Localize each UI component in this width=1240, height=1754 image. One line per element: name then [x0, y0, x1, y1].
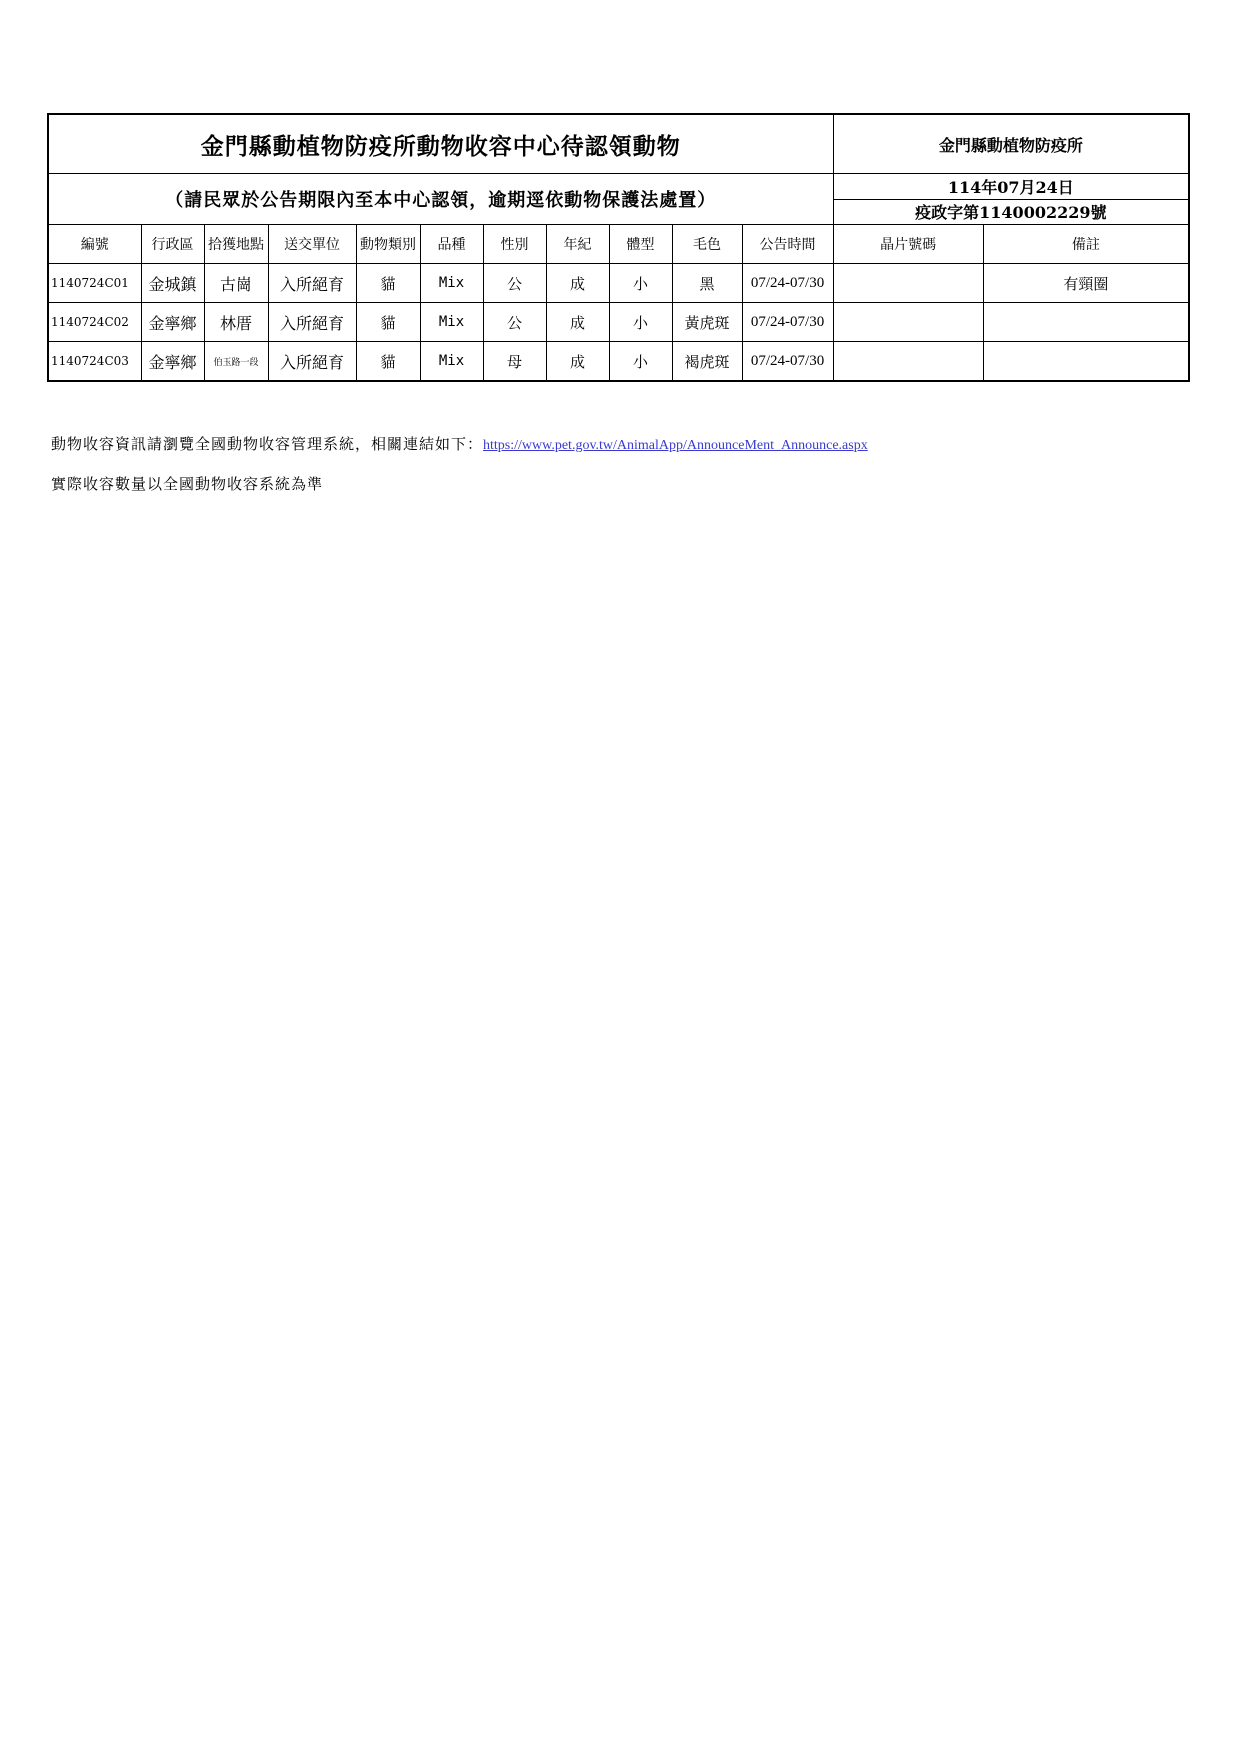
- footer-info-line: [51, 433, 868, 454]
- notice-date: 114年07月24日: [833, 174, 1189, 200]
- table-header-row: [48, 225, 1189, 264]
- column-header: 送交單位: [268, 225, 356, 264]
- table-row: [48, 303, 1189, 342]
- district: 金城鎮: [141, 264, 204, 303]
- found-place: 古崗: [204, 264, 268, 303]
- sex: 母: [483, 342, 546, 382]
- column-header: 品種: [420, 225, 483, 264]
- delivery-unit: 入所絕育: [268, 303, 356, 342]
- column-header: 動物類別: [356, 225, 420, 264]
- footer-info-text: 動物收容資訊請瀏覽全國動物收容管理系統，相關連結如下：: [51, 435, 484, 453]
- agency-name: 金門縣動植物防疫所: [833, 114, 1189, 174]
- coat-color: 黃虎斑: [672, 303, 742, 342]
- remark: [983, 303, 1189, 342]
- age: 成: [546, 264, 609, 303]
- chip-number: [833, 303, 983, 342]
- notice-subtitle: （請民眾於公告期限內至本中心認領，逾期逕依動物保護法處置）: [48, 174, 833, 225]
- page-title: 金門縣動植物防疫所動物收容中心待認領動物: [48, 114, 833, 174]
- column-header: 性別: [483, 225, 546, 264]
- column-header: 年紀: [546, 225, 609, 264]
- age: 成: [546, 342, 609, 382]
- coat-color: 褐虎斑: [672, 342, 742, 382]
- delivery-unit: 入所絕育: [268, 342, 356, 382]
- age: 成: [546, 303, 609, 342]
- found-place: 伯玉路一段: [204, 342, 268, 382]
- body-size: 小: [609, 264, 672, 303]
- remark: [983, 342, 1189, 382]
- column-header: 晶片號碼: [833, 225, 983, 264]
- chip-number: [833, 264, 983, 303]
- announce-period: 07/24-07/30: [742, 303, 833, 342]
- announce-period: 07/24-07/30: [742, 342, 833, 382]
- animal-type: 貓: [356, 342, 420, 382]
- remark: 有頸圈: [983, 264, 1189, 303]
- sex: 公: [483, 264, 546, 303]
- body-size: 小: [609, 342, 672, 382]
- animal-type: 貓: [356, 264, 420, 303]
- chip-number: [833, 342, 983, 382]
- breed: Mix: [420, 303, 483, 342]
- sex: 公: [483, 303, 546, 342]
- table-row: [48, 342, 1189, 382]
- found-place: 林厝: [204, 303, 268, 342]
- document-number: 疫政字第1140002229號: [833, 199, 1189, 225]
- animal-id: 1140724C01: [48, 264, 141, 303]
- animal-id: 1140724C03: [48, 342, 141, 382]
- column-header: 行政區: [141, 225, 204, 264]
- table-row: [48, 264, 1189, 303]
- footer-note: 實際收容數量以全國動物收容系統為準: [51, 475, 324, 493]
- column-header: 毛色: [672, 225, 742, 264]
- breed: Mix: [420, 342, 483, 382]
- coat-color: 黑: [672, 264, 742, 303]
- district: 金寧鄉: [141, 303, 204, 342]
- shelter-system-link[interactable]: https://www.pet.gov.tw/AnimalApp/AnnounceMent_Announce.aspx: [483, 438, 868, 453]
- column-header: 公告時間: [742, 225, 833, 264]
- announce-period: 07/24-07/30: [742, 264, 833, 303]
- delivery-unit: 入所絕育: [268, 264, 356, 303]
- body-size: 小: [609, 303, 672, 342]
- notice-table: [47, 113, 1190, 382]
- column-header: 備註: [983, 225, 1189, 264]
- breed: Mix: [420, 264, 483, 303]
- column-header: 體型: [609, 225, 672, 264]
- column-header: 編號: [48, 225, 141, 264]
- column-header: 拾獲地點: [204, 225, 268, 264]
- district: 金寧鄉: [141, 342, 204, 382]
- animal-type: 貓: [356, 303, 420, 342]
- animal-id: 1140724C02: [48, 303, 141, 342]
